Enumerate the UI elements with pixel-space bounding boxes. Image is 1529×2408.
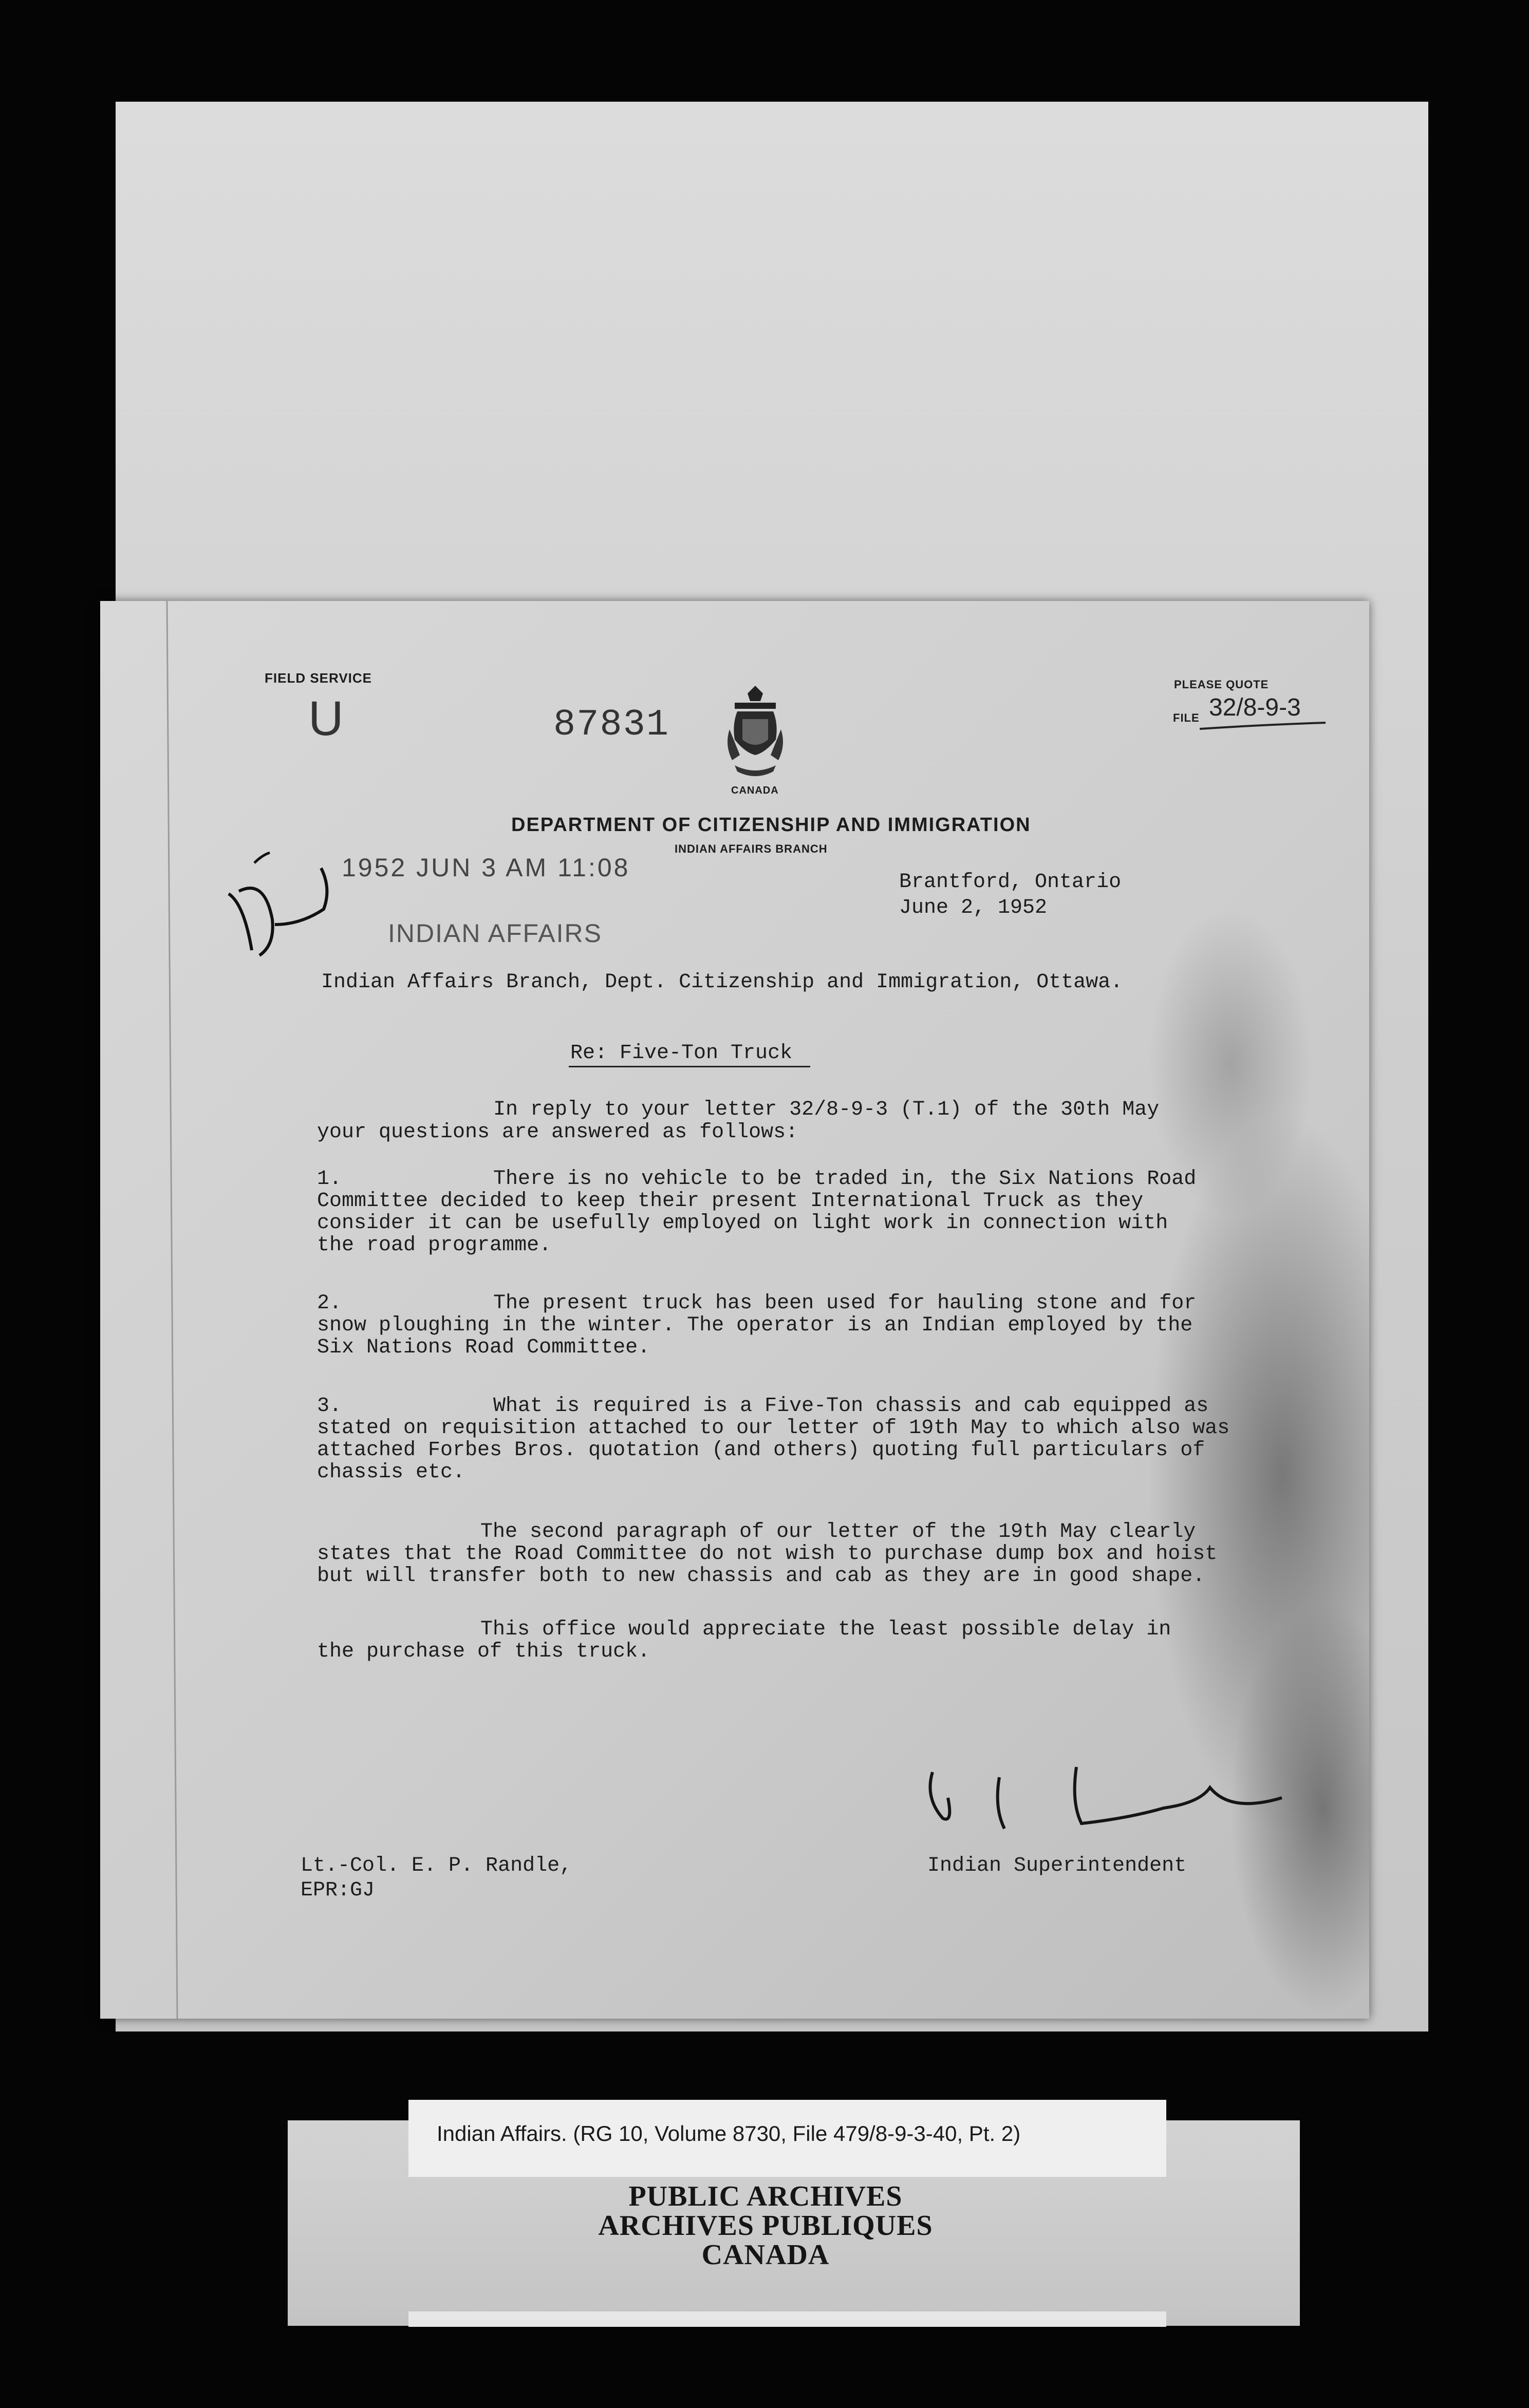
office-stamp: INDIAN AFFAIRS: [388, 919, 602, 948]
branch-title: INDIAN AFFAIRS BRANCH: [675, 842, 828, 855]
field-service-label: FIELD SERVICE: [265, 670, 372, 686]
paragraph-3-line-2: stated on requisition attached to our letter of 19th May to which also was: [317, 1417, 1230, 1440]
paragraph-1-line-3: consider it can be usefully employed on light work in connection with: [317, 1212, 1168, 1235]
handwritten-initials: [223, 848, 342, 966]
paragraph-2-line-2: snow ploughing in the winter. The operator is an Indian employed by the: [317, 1314, 1193, 1337]
paragraph-1-line-1: There is no vehicle to be traded in, the Six Nations Road: [493, 1168, 1197, 1191]
crest-caption: CANADA: [731, 785, 779, 796]
handwritten-signature: [922, 1757, 1292, 1844]
department-title: DEPARTMENT OF CITIZENSHIP AND IMMIGRATION: [511, 814, 1031, 836]
paragraph-2-line-1: The present truck has been used for hauling stone and for: [493, 1292, 1197, 1315]
document-number: 87831: [553, 704, 670, 746]
addressee: Indian Affairs Branch, Dept. Citizenship and Immigration, Ottawa.: [321, 971, 1123, 994]
paragraph-1-line-4: the road programme.: [317, 1234, 552, 1257]
paragraph-3-line-3: attached Forbes Bros. quotation (and others) quoting full particulars of: [317, 1439, 1205, 1462]
archive-stamp-line-2: ARCHIVES PUBLIQUES: [598, 2210, 933, 2242]
please-quote-label: PLEASE QUOTE: [1174, 678, 1269, 691]
paragraph-4-line-3: but will transfer both to new chassis and cab as they are in good shape.: [317, 1565, 1205, 1588]
file-label: FILE: [1173, 711, 1200, 724]
archive-bottom-strip: [408, 2311, 1166, 2327]
paragraph-4-line-1: The second paragraph of our letter of the 19th May clearly: [480, 1520, 1196, 1544]
place: Brantford, Ontario: [899, 871, 1122, 894]
intro-line-2: your questions are answered as follows:: [317, 1121, 798, 1144]
subject-line: Re: Five-Ton Truck: [570, 1042, 793, 1065]
signer-title: Indian Superintendent: [927, 1854, 1187, 1877]
received-date-stamp: 1952 JUN 3 AM 11:08: [342, 853, 630, 882]
coat-of-arms-icon: [724, 683, 786, 781]
paragraph-3-line-1: What is required is a Five-Ton chassis and cab equipped as: [493, 1395, 1209, 1418]
archive-stamp-line-3: CANADA: [701, 2239, 830, 2271]
paragraph-1-number: 1.: [317, 1168, 342, 1191]
field-service-mark: U: [308, 691, 344, 746]
file-number: 32/8-9-3: [1209, 694, 1301, 721]
letter-page: [100, 601, 1369, 2019]
sender-name: Lt.-Col. E. P. Randle,: [301, 1854, 572, 1877]
paragraph-4-line-2: states that the Road Committee do not wish to purchase dump box and hoist: [317, 1542, 1218, 1566]
archive-stamp-line-1: PUBLIC ARCHIVES: [628, 2180, 903, 2212]
paragraph-5-line-2: the purchase of this truck.: [317, 1640, 650, 1663]
paragraph-3-number: 3.: [317, 1395, 342, 1418]
file-underline: [1200, 722, 1328, 732]
typist-initials: EPR:GJ: [301, 1879, 375, 1902]
paragraph-1-line-2: Committee decided to keep their present International Truck as they: [317, 1190, 1144, 1213]
paragraph-3-line-4: chassis etc.: [317, 1461, 465, 1484]
paragraph-5-line-1: This office would appreciate the least possible delay in: [480, 1618, 1171, 1641]
subject-underline: [569, 1066, 810, 1067]
paragraph-2-line-3: Six Nations Road Committee.: [317, 1336, 650, 1359]
archive-reference: Indian Affairs. (RG 10, Volume 8730, File 479/8-9-3-40, Pt. 2): [437, 2121, 1021, 2146]
letter-date: June 2, 1952: [899, 896, 1048, 919]
intro-line-1: In reply to your letter 32/8-9-3 (T.1) of the 30th May: [493, 1098, 1160, 1121]
paragraph-2-number: 2.: [317, 1292, 342, 1315]
